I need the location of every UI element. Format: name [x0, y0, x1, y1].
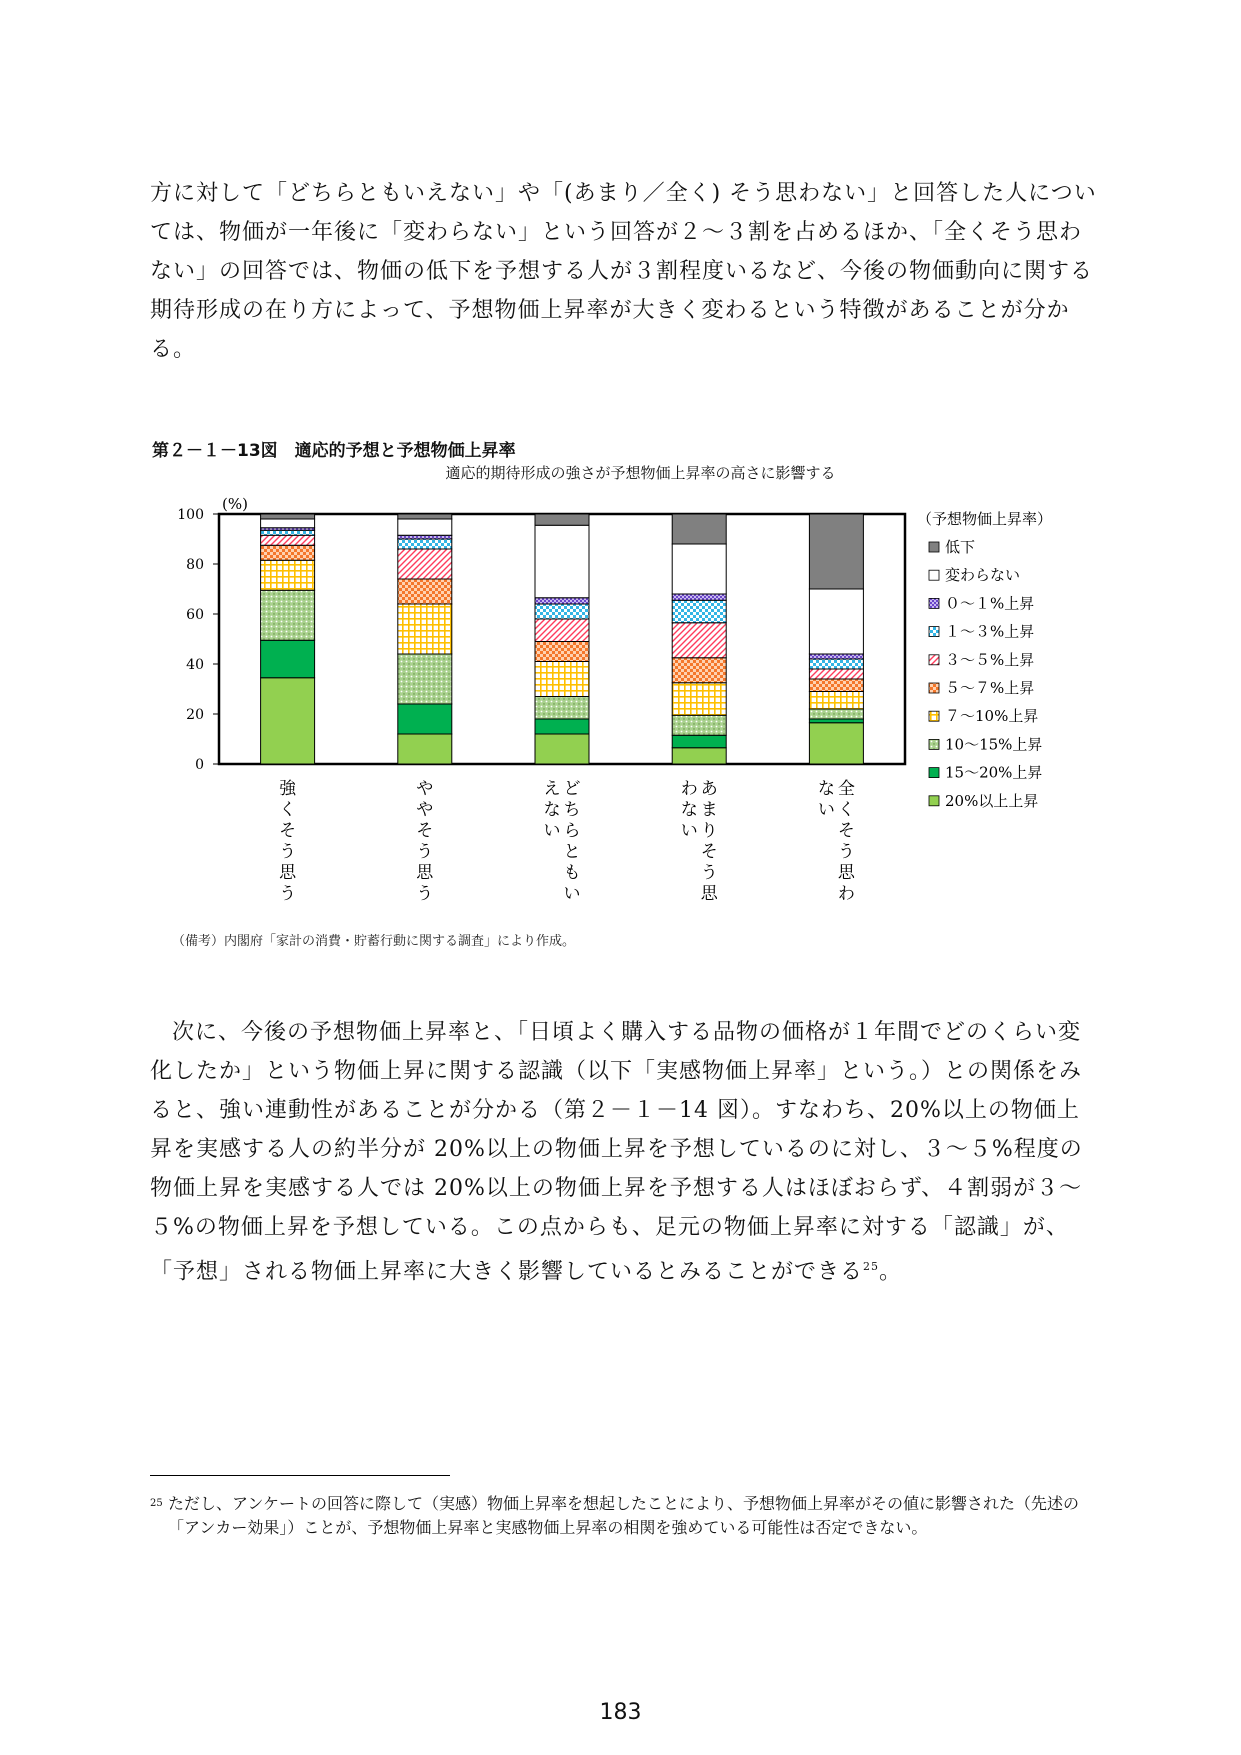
x-tick-label: 全	[837, 779, 855, 799]
bar-segment	[261, 530, 315, 535]
x-tick-label: や	[416, 779, 434, 799]
x-tick-label: あ	[700, 779, 718, 799]
x-tick-label: ち	[563, 800, 581, 820]
bar-segment	[535, 719, 589, 734]
y-tick-label: 40	[186, 657, 204, 673]
y-unit-label: (%)	[222, 495, 248, 513]
bar-segment	[261, 535, 315, 545]
bar-segment	[398, 549, 452, 579]
bar-segment	[261, 519, 315, 528]
legend-swatch	[929, 570, 939, 580]
legend-swatch	[929, 683, 939, 693]
bar-segment	[535, 734, 589, 764]
bar-segment	[809, 692, 863, 710]
body-paragraph-2-end: 。	[879, 1259, 903, 1285]
bar-segment	[261, 590, 315, 640]
footnote-ref: 25	[863, 1260, 880, 1273]
x-tick-label: わ	[837, 884, 855, 904]
body-paragraph-2	[150, 1013, 1100, 1291]
bar-segment	[261, 545, 315, 560]
x-tick-label: 思	[700, 884, 718, 904]
legend-swatch	[929, 655, 939, 665]
x-tick-label: な	[817, 779, 835, 799]
x-tick-label: う	[416, 884, 434, 904]
x-tick-label: う	[837, 842, 855, 862]
body-paragraph-1: 方に対して「どちらともいえない」や「(あまり／全く) そう思わない」と回答した人については、物価が一年後に「変わらない」という回答が２～３割を占めるほか、「全くそう思わない」の回答では、物価の低下を予想する人が３割程度いるなど、今後の物価動向に関する期待形成の在り方によって、予想物価上昇率が大きく変わるという特徴があることが分かる。	[150, 181, 1097, 362]
legend-label: ７～10%上昇	[945, 707, 1039, 726]
legend-swatch	[929, 711, 939, 721]
footnote	[150, 1492, 1090, 1540]
x-tick-label: 強	[279, 779, 297, 799]
body-paragraph-2-text: 次に、今後の予想物価上昇率と、「日頃よく購入する品物の価格が１年間でどのくらい変化したか」という物価上昇に関する認識（以下「実感物価上昇率」という。）との関係をみると、強い連動性があることが分かる（第２－１－14 図）。すなわち、20%以上の物価上昇を実感する人の約半分が 20%以上の物価上昇を予想しているのに対し、３～５%程度の物価上昇を実感する人では 20%以上の物価上昇を予想する人はほぼおらず、４割弱が３～５%の物価上昇を予想している。この点からも、足元の物価上昇率に対する「認識」が、「予想」される物価上昇率に大きく影響しているとみることができる	[150, 1020, 1083, 1285]
y-tick-label: 20	[186, 707, 204, 723]
bar-segment	[535, 619, 589, 642]
bar-segment	[809, 719, 863, 723]
x-tick-label: も	[563, 863, 581, 883]
x-tick-label: い	[543, 821, 561, 841]
legend-swatch	[929, 796, 939, 806]
legend-label: 低下	[945, 538, 976, 556]
bar-segment	[809, 723, 863, 764]
x-tick-label: く	[279, 800, 297, 820]
x-tick-label: い	[680, 821, 698, 841]
bar-segment	[398, 704, 452, 734]
figure-title: 第２－１－13図 適応的予想と予想物価上昇率	[152, 441, 516, 461]
bar-segment	[398, 539, 452, 549]
bar-segment	[672, 623, 726, 658]
bar-segment	[398, 579, 452, 604]
x-tick-label: ど	[563, 779, 581, 799]
bar-segment	[672, 715, 726, 735]
x-tick-label: そ	[416, 821, 434, 841]
bar-segment	[672, 658, 726, 683]
legend-label: 15～20%上昇	[945, 763, 1043, 782]
x-tick-label: く	[837, 800, 855, 820]
bar-segment	[672, 544, 726, 594]
figure-note: （備考）内閣府「家計の消費・貯蓄行動に関する調査」により作成。	[172, 934, 576, 949]
legend-label: ０～１%上昇	[945, 594, 1035, 613]
bar-segment	[535, 642, 589, 662]
legend-swatch	[929, 542, 939, 552]
legend-label: 変わらない	[945, 566, 1021, 585]
x-tick-label: え	[543, 779, 561, 799]
bar-segment	[398, 514, 452, 519]
legend-title: （予想物価上昇率）	[917, 510, 1053, 528]
bar-segment	[672, 594, 726, 600]
x-tick-label: 思	[416, 863, 434, 883]
bar-segment	[672, 683, 726, 716]
legend-label: １～３%上昇	[945, 622, 1035, 641]
legend-label: ５～７%上昇	[945, 679, 1035, 697]
bar-segment	[261, 640, 315, 678]
bar-segment	[809, 669, 863, 679]
y-tick-label: 80	[186, 557, 204, 573]
x-tick-label: ま	[700, 800, 718, 820]
x-tick-label: う	[279, 842, 297, 862]
page-number: 183	[599, 1700, 642, 1725]
legend-swatch	[929, 768, 939, 778]
x-tick-label: う	[700, 863, 718, 883]
x-tick-label: 思	[837, 863, 855, 883]
legend-label: ３～５%上昇	[945, 650, 1035, 669]
bar-segment	[535, 662, 589, 697]
x-tick-label: そ	[279, 821, 297, 841]
legend-swatch	[929, 739, 939, 749]
bar-segment	[398, 535, 452, 539]
legend-label: 10～15%上昇	[945, 735, 1043, 754]
x-tick-label: り	[700, 821, 718, 841]
bar-segment	[809, 659, 863, 669]
x-tick-label: わ	[680, 779, 698, 799]
bar-segment	[809, 514, 863, 589]
legend-swatch	[929, 598, 939, 608]
bar-segment	[398, 734, 452, 764]
bar-segment	[261, 678, 315, 764]
bar-segment	[535, 514, 589, 525]
bar-segment	[672, 600, 726, 623]
y-tick-label: 60	[186, 607, 204, 623]
chart-legend	[917, 510, 1052, 810]
x-tick-label: な	[680, 800, 698, 820]
bar-segment	[398, 654, 452, 704]
x-tick-label: い	[817, 800, 835, 820]
footnote-number: 25	[150, 1498, 163, 1509]
footnote-text: ただし、アンケートの回答に際して（実感）物価上昇率を想起したことにより、予想物価上昇率がその値に影響された（先述の「アンカー効果」）ことが、予想物価上昇率と実感物価上昇率の相関を強めている可能性は否定できない。	[168, 1494, 1080, 1537]
bar-segment	[809, 709, 863, 719]
legend-swatch	[929, 627, 939, 637]
x-tick-label: と	[563, 842, 581, 862]
bar-segment	[672, 748, 726, 764]
bar-segment	[809, 589, 863, 654]
y-tick-label: 100	[177, 507, 204, 523]
x-tick-label: 思	[279, 863, 297, 883]
legend-label: 20%以上上昇	[945, 791, 1039, 810]
x-tick-label: そ	[700, 842, 718, 862]
x-tick-label: や	[416, 800, 434, 820]
bar-segment	[535, 604, 589, 619]
bar-segment	[398, 519, 452, 535]
x-tick-label: い	[563, 884, 581, 904]
bar-segment	[535, 598, 589, 604]
bar-segment	[398, 604, 452, 654]
bar-segment	[535, 525, 589, 598]
bar-segment	[672, 735, 726, 748]
bar-segment	[809, 679, 863, 692]
bar-segment	[261, 514, 315, 519]
x-tick-label: そ	[837, 821, 855, 841]
x-tick-label: ら	[563, 821, 581, 841]
plot-area	[177, 495, 905, 904]
x-tick-label: う	[279, 884, 297, 904]
bar-segment	[261, 560, 315, 590]
bar-segment	[809, 654, 863, 659]
x-tick-label: な	[543, 800, 561, 820]
bar-segment	[535, 697, 589, 720]
bar-segment	[672, 514, 726, 544]
x-tick-label: う	[416, 842, 434, 862]
footnote-rule	[150, 1475, 450, 1476]
figure-subtitle: 適応的期待形成の強さが予想物価上昇率の高さに影響する	[445, 464, 836, 482]
y-tick-label: 0	[195, 757, 204, 773]
